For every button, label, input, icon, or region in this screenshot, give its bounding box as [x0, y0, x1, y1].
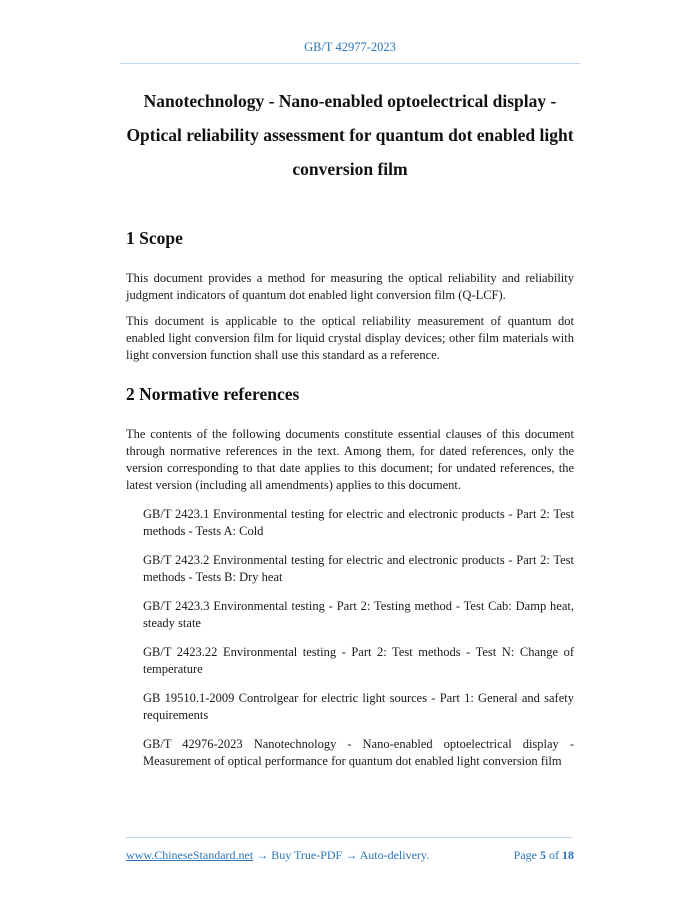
header-divider — [120, 63, 580, 64]
arrow-right-icon: → — [256, 848, 269, 862]
page-footer — [126, 848, 574, 863]
document-title — [110, 84, 590, 186]
reference-list — [126, 506, 574, 770]
website-link[interactable]: www.ChineseStandard.net — [126, 848, 254, 862]
delivery-text: Auto-delivery. — [359, 848, 430, 862]
reference-item: GB 19510.1-2009 Controlgear for electric light sources - Part 1: General and safety requirements — [143, 691, 574, 722]
footer-promo — [126, 848, 429, 863]
title-line-1: Nanotechnology - Nano-enabled optoelectrical display - — [143, 91, 557, 111]
scope-paragraph: This document provides a method for measuring the optical reliability and reliability judgment indicators of quantum dot enabled light conversion film (Q-LCF). — [126, 271, 574, 302]
page-label: Page — [513, 848, 537, 862]
title-line-3: conversion film — [292, 159, 408, 179]
section-heading-normative: 2 Normative references — [126, 384, 300, 404]
section-heading-scope: 1 Scope — [126, 228, 183, 248]
buy-text: Buy True-PDF — [271, 848, 343, 862]
document-id: GB/T 42977-2023 — [304, 40, 396, 54]
reference-item: GB/T 2423.2 Environmental testing for electric and electronic products - Part 2: Test methods - Tests B: Dry heat — [143, 553, 574, 584]
footer-divider — [126, 837, 572, 838]
page-number — [514, 848, 574, 863]
reference-item: GB/T 42976-2023 Nanotechnology - Nano-enabled optoelectrical display - Measurement of optical performance for quantum dot enabled light conversion film — [143, 737, 574, 768]
current-page: 5 — [540, 848, 546, 862]
section-normative-references — [126, 382, 574, 770]
normative-intro: The contents of the following documents constitute essential clauses of this document through normative references in the text. Among them, for dated references, only the version corresponding to that date applies to this document; for undated references, the latest version (including all amendments) applies to this document. — [126, 427, 574, 492]
total-pages: 18 — [562, 848, 574, 862]
scope-paragraph: This document is applicable to the optical reliability measurement of quantum dot enabled light conversion film for liquid crystal display devices; other film materials with light conversion function shall use this standard as a reference. — [126, 314, 574, 362]
reference-item: GB/T 2423.22 Environmental testing - Part 2: Test methods - Test N: Change of temperature — [143, 645, 574, 676]
reference-item: GB/T 2423.1 Environmental testing for electric and electronic products - Part 2: Test methods - Tests A: Cold — [143, 507, 574, 538]
document-body — [126, 226, 574, 782]
of-label: of — [549, 848, 559, 862]
arrow-right-icon: → — [345, 848, 358, 862]
page-header — [0, 40, 700, 55]
title-line-2: Optical reliability assessment for quantum dot enabled light — [126, 125, 574, 145]
reference-item: GB/T 2423.3 Environmental testing - Part 2: Testing method - Test Cab: Damp heat, steady state — [143, 599, 574, 630]
section-scope — [126, 226, 574, 364]
